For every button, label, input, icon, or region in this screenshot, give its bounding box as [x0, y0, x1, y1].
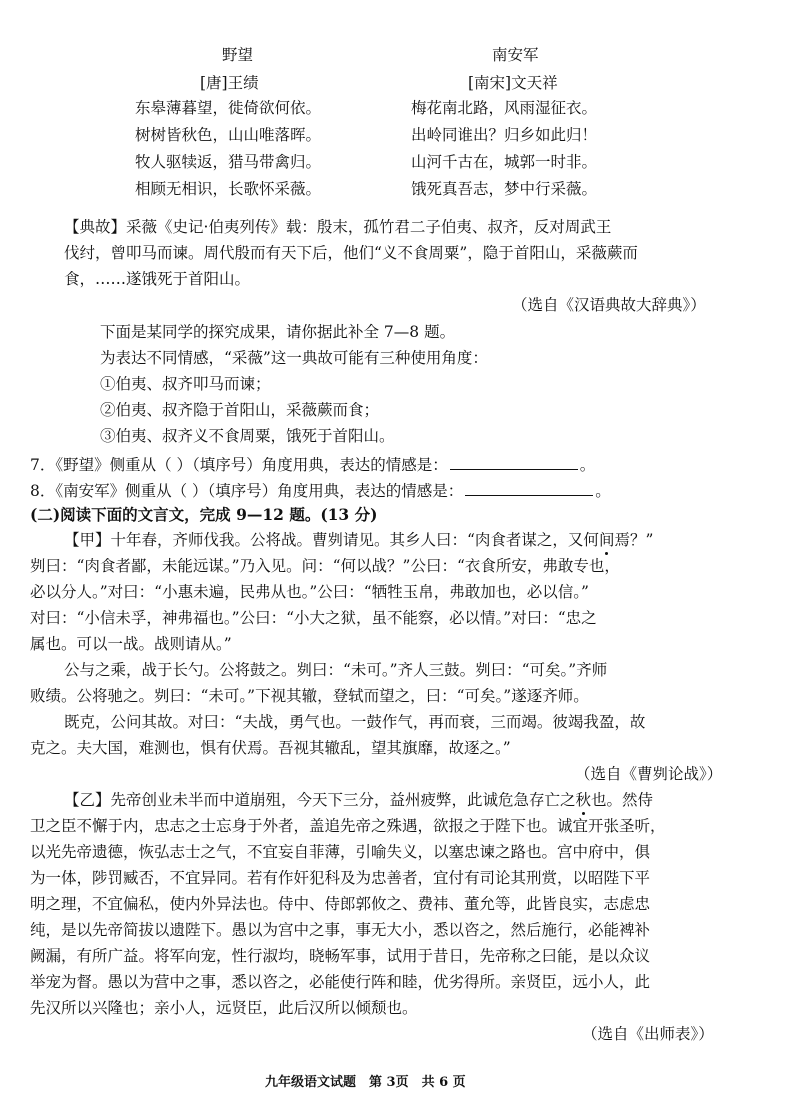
yi-line-1-text: 【乙】先帝创业未半而中道崩殂，今天下三分，益州疲弊，此诚危急存亡之: [64, 791, 576, 809]
question-7: [30, 455, 595, 474]
poem2-line-2: 出岭同谁出？归乡如此归！: [411, 126, 598, 144]
question-8-end: 。: [595, 482, 611, 500]
yi-source: （选自《出师表》）: [582, 1025, 714, 1043]
question-7-text: 7．《野望》侧重从（ ）（填序号）角度用典，表达的情感是：: [30, 456, 448, 474]
poem1-line-3: 牧人驱犊返，猎马带禽归。: [135, 153, 322, 171]
jia-line-8: 既克，公问其故。对曰：“夫战，勇气也。一鼓作气，再而衰，三而竭。彼竭我盈，故: [64, 713, 646, 731]
jia-line-6: 公与之乘，战于长勺。公将鼓之。刿曰：“未可。”齐人三鼓。刿曰：“可矣。”齐师: [64, 661, 608, 679]
question-7-end: 。: [579, 456, 596, 474]
jia-line-3: 必以分人。”对曰：“小惠未遍，民弗从也。”公曰：“牺牲玉帛，弗敢加也，必以信。”: [30, 583, 589, 601]
jia-line-1-text: 【甲】十年春，齐师伐我。公将战。曹刿请见。其乡人曰：“肉食者谋之，又何: [64, 531, 599, 549]
page-footer: 九年级语文试题 第 3页 共 6 页: [265, 1075, 466, 1090]
jia-line-1: [64, 533, 653, 549]
poem1-line-2: 树树皆秋色，山山唯落晖。: [135, 126, 322, 144]
research-intro: 下面是某同学的探究成果，请你据此补全 7—8 题。: [100, 323, 456, 341]
jia-line-4: 对曰：“小信未孚，神弗福也。”公曰：“小大之狱，虽不能察，必以情。”对曰：“忠之: [30, 609, 597, 627]
yi-dotted-char: 秋: [575, 791, 592, 809]
allusion-line-3: 食，……遂饿死于首阳山。: [64, 270, 251, 288]
question-8-text: 8．《南安军》侧重从（ ）（填序号）角度用典，表达的情感是：: [30, 482, 464, 500]
yi-line-6: 纯，是以先帝简拔以遗陛下。愚以为宫中之事，事无大小，悉以咨之，然后施行，必能裨补: [30, 921, 651, 939]
yi-line-3: 以光先帝遗德，恢弘志士之气，不宜妄自菲薄，引喻失义，以塞忠谏之路也。宫中府中，俱: [30, 843, 651, 861]
poem2-line-3: 山河千古在，城郭一时非。: [411, 153, 598, 171]
jia-line-1-end: 焉？”: [614, 531, 654, 549]
research-item-1: ①伯夷、叔齐叩马而谏；: [100, 375, 271, 393]
question-8-answer-blank[interactable]: [465, 481, 593, 496]
question-8: [30, 481, 611, 500]
allusion-line-1: 【典故】采薇《史记·伯夷列传》载：殷末，孤竹君二子伯夷、叔齐，反对周武王: [64, 218, 612, 236]
research-angle: 为表达不同情感，“采薇”这一典故可能有三种使用角度：: [100, 349, 488, 367]
poem1-author: [唐]王绩: [200, 74, 259, 92]
jia-line-5: 属也。可以一战。战则请从。”: [30, 635, 232, 653]
yi-line-9: 先汉所以兴隆也；亲小人，远贤臣，此后汉所以倾颓也。: [30, 999, 418, 1017]
yi-line-7: 阙漏，有所广益。将军向宠，性行淑均，晓畅军事，试用于昔日，先帝称之曰能，是以众议: [30, 947, 651, 965]
poem1-line-4: 相顾无相识，长歌怀采薇。: [135, 180, 322, 198]
poem2-line-1: 梅花南北路，风雨湿征衣。: [411, 99, 598, 117]
research-item-3: ③伯夷、叔齐义不食周粟，饿死于首阳山。: [100, 427, 395, 445]
section-2-heading: (二)阅读下面的文言文，完成 9—12 题。(13 分): [30, 505, 378, 524]
yi-line-8: 举宠为督。愚以为营中之事，悉以咨之，必能使行阵和睦，优劣得所。亲贤臣，远小人，此: [30, 973, 651, 991]
jia-source: （选自《曹刿论战》）: [575, 765, 723, 783]
poem2-line-4: 饿死真吾志，梦中行采薇。: [411, 180, 598, 198]
jia-dotted-char: 间: [598, 531, 615, 549]
yi-line-1: [64, 793, 653, 809]
allusion-source: （选自《汉语典故大辞典》）: [512, 296, 706, 314]
yi-line-5: 明之理，不宜偏私，使内外异法也。侍中、侍郎郭攸之、费祎、董允等，此皆良实，志虑忠: [30, 895, 651, 913]
yi-line-4: 为一体，陟罚臧否，不宜异同。若有作奸犯科及为忠善者，宜付有司论其刑赏，以昭陛下平: [30, 869, 651, 887]
yi-line-1-end: 也。然侍: [591, 791, 654, 809]
poem1-title: 野望: [222, 46, 254, 64]
jia-line-2: 刿曰：“肉食者鄙，未能远谋。”乃入见。问：“何以战？”公曰：“衣食所安，弗敢专也，: [30, 557, 620, 575]
allusion-line-2: 伐纣，曾叩马而谏。周代殷而有天下后，他们“义不食周粟”，隐于首阳山，采薇蕨而: [64, 244, 638, 262]
research-item-2: ②伯夷、叔齐隐于首阳山，采薇蕨而食；: [100, 401, 380, 419]
question-7-answer-blank[interactable]: [450, 455, 578, 470]
poem2-title: 南安军: [492, 46, 539, 64]
jia-line-7: 败绩。公将驰之。刿曰：“未可。”下视其辙，登轼而望之，曰：“可矣。”遂逐齐师。: [30, 687, 589, 705]
poem1-line-1: 东皋薄暮望，徙倚欲何依。: [135, 99, 322, 117]
jia-line-9: 克之。夫大国，难测也，惧有伏焉。吾视其辙乱，望其旗靡，故逐之。”: [30, 739, 511, 757]
yi-line-2: 卫之臣不懈于内，忠志之士忘身于外者，盖追先帝之殊遇，欲报之于陛下也。诚宜开张圣听，: [30, 817, 666, 835]
poem2-author: [南宋]文天祥: [468, 74, 558, 92]
